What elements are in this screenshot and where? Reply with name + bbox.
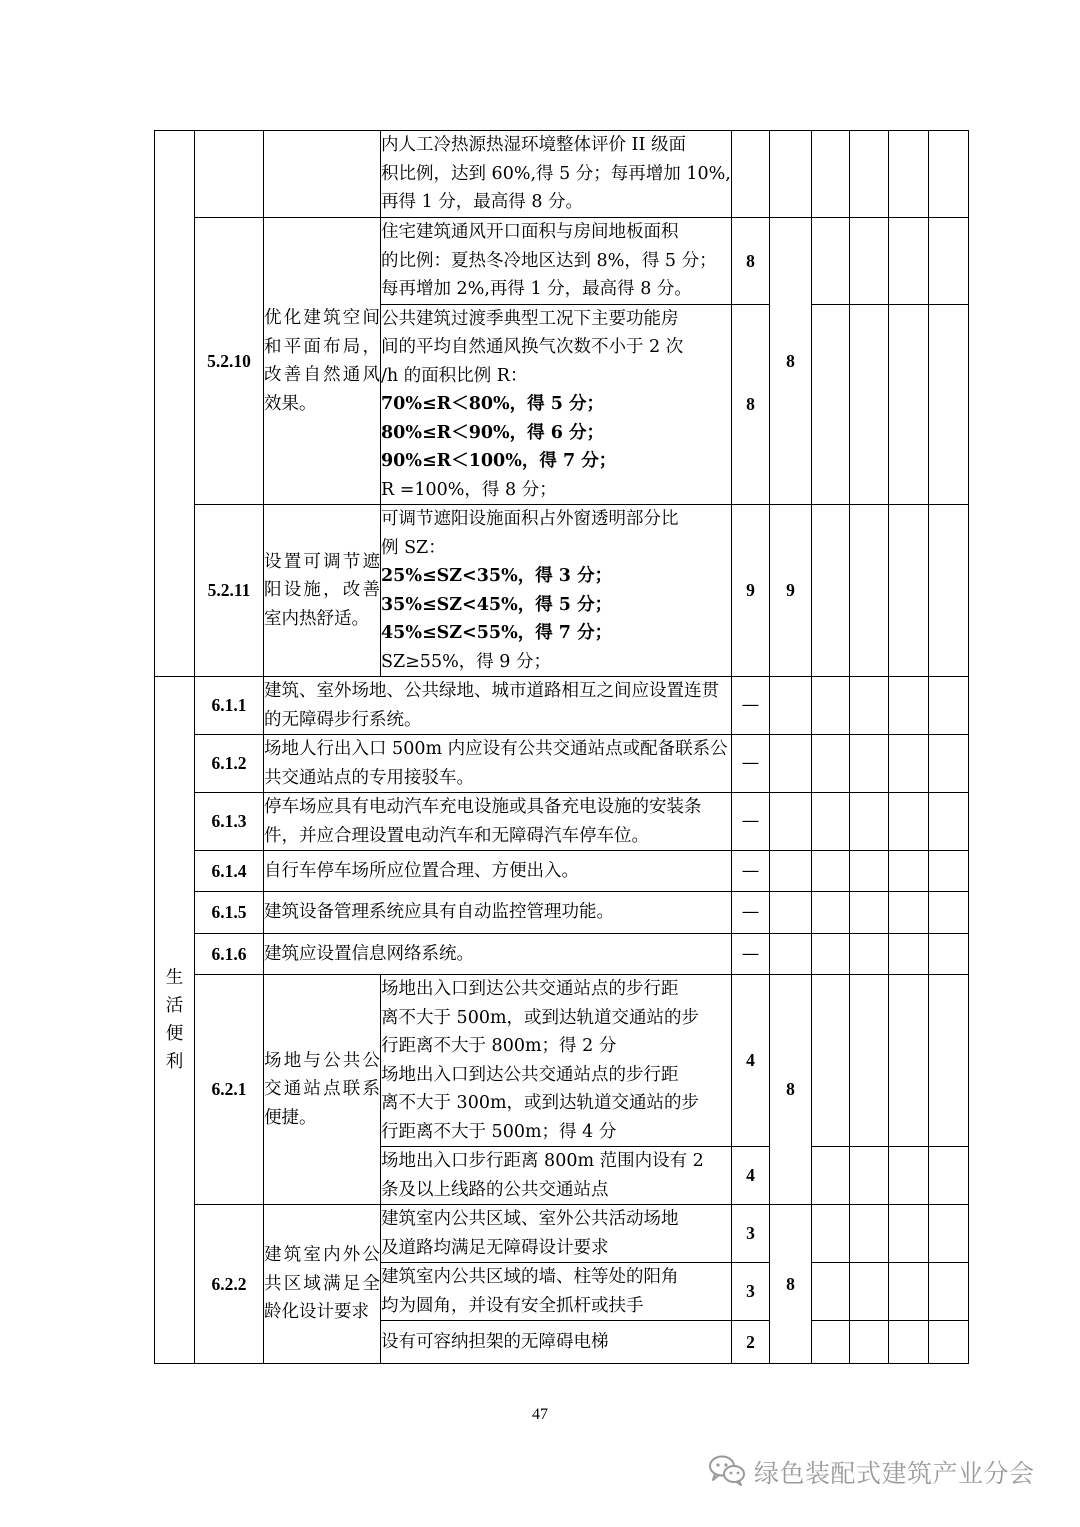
clause-code: 6.1.6 <box>195 934 264 975</box>
clause-code: 6.1.2 <box>195 735 264 793</box>
total-points-cell: 8 <box>770 1205 812 1364</box>
points-cell: 8 <box>732 218 770 305</box>
table-row <box>155 851 969 892</box>
control-text: 建筑设备管理系统应具有自动监控管理功能。 <box>264 892 732 934</box>
requirement-text: 场地出入口步行距离 800m 范围内设有 2 条及以上线路的公共交通站点 <box>381 1147 732 1205</box>
mark-cell: — <box>732 851 770 892</box>
mark-cell: — <box>732 934 770 975</box>
points-cell: 3 <box>732 1263 770 1321</box>
control-text: 场地人行出入口 500m 内应设有公共交通站点或配备联系公共交通站点的专用接驳车。 <box>264 735 732 793</box>
points-cell: 4 <box>732 975 770 1147</box>
mark-cell: — <box>732 892 770 934</box>
requirement-text: 设有可容纳担架的无障碍电梯 <box>381 1321 732 1364</box>
wechat-icon <box>708 1454 746 1490</box>
mark-cell: — <box>732 677 770 735</box>
clause-item: 建筑室内外公共区域满足全龄化设计要求 <box>264 1205 381 1364</box>
table-row <box>155 735 969 793</box>
total-points-cell: 8 <box>770 975 812 1205</box>
points-cell: 4 <box>732 1147 770 1205</box>
scoring-table <box>154 130 969 1364</box>
requirement-text: 可调节遮阳设施面积占外窗透明部分比 例 SZ： 25%≤SZ<35%，得 3 分； 35%≤SZ<45%，得 5 分； 45%≤SZ<55%，得 7 分； SZ≥55%，得 9 分； <box>381 505 732 677</box>
requirement-text: 公共建筑过渡季典型工况下主要功能房 间的平均自然通风换气次数不小于 2 次 /h 的面积比例 R： 70%≤R＜80%，得 5 分； 80%≤R＜90%，得 6 分； 90%≤R＜100%，得 7 分； R =100%，得 8 分； <box>381 304 732 505</box>
category-label: 生活便利 <box>165 967 184 1072</box>
control-text: 自行车停车场所应位置合理、方便出入。 <box>264 851 732 892</box>
clause-code: 6.1.4 <box>195 851 264 892</box>
table-row <box>155 892 969 934</box>
requirement-text: 建筑室内公共区域的墙、柱等处的阳角 均为圆角，并设有安全抓杆或扶手 <box>381 1263 732 1321</box>
clause-item: 优化建筑空间和平面布局，改善自然通风效果。 <box>264 218 381 505</box>
clause-code: 6.2.2 <box>195 1205 264 1364</box>
mark-cell: — <box>732 793 770 851</box>
table-row <box>155 505 969 677</box>
requirement-text: 场地出入口到达公共交通站点的步行距 离不大于 500m，或到达轨道交通站的步 行距离不大于 800m；得 2 分 场地出入口到达公共交通站点的步行距 离不大于 300m，或到达轨道交通站的步 行距离不大于 500m；得 4 分 <box>381 975 732 1147</box>
requirement-text: 内人工冷热源热湿环境整体评价 II 级面 积比例，达到 60%,得 5 分；每再增加 10%, 再得 1 分，最高得 8 分。 <box>381 131 732 218</box>
clause-code: 6.2.1 <box>195 975 264 1205</box>
watermark <box>708 1452 1058 1492</box>
mark-cell: — <box>732 735 770 793</box>
control-text: 停车场应具有电动汽车充电设施或具备充电设施的安装条件，并应合理设置电动汽车和无障碍汽车停车位。 <box>264 793 732 851</box>
table-row <box>155 131 969 218</box>
total-points-cell: 9 <box>770 505 812 677</box>
clause-item: 场地与公共公交通站点联系便捷。 <box>264 975 381 1205</box>
table-row <box>155 218 969 305</box>
table-row <box>155 1205 969 1263</box>
table-row <box>155 793 969 851</box>
table-row <box>155 677 969 735</box>
points-cell: 2 <box>732 1321 770 1364</box>
table-row <box>155 975 969 1147</box>
page-number: 47 <box>532 1406 548 1423</box>
control-text: 建筑、室外场地、公共绿地、城市道路相互之间应设置连贯的无障碍步行系统。 <box>264 677 732 735</box>
requirement-text: 住宅建筑通风开口面积与房间地板面积 的比例：夏热冬冷地区达到 8%，得 5 分； 每再增加 2%,再得 1 分，最高得 8 分。 <box>381 218 732 305</box>
clause-item: 设置可调节遮阳设施，改善室内热舒适。 <box>264 505 381 677</box>
requirement-text: 建筑室内公共区域、室外公共活动场地 及道路均满足无障碍设计要求 <box>381 1205 732 1263</box>
clause-code: 5.2.10 <box>195 218 264 505</box>
category-cell-blank <box>155 131 195 677</box>
total-points-cell: 8 <box>770 218 812 505</box>
clause-code: 6.1.5 <box>195 892 264 934</box>
clause-code: 6.1.3 <box>195 793 264 851</box>
clause-code: 5.2.11 <box>195 505 264 677</box>
category-cell <box>155 677 195 1364</box>
watermark-text: 绿色装配式建筑产业分会 <box>754 1459 1035 1488</box>
points-cell: 3 <box>732 1205 770 1263</box>
table-row <box>155 934 969 975</box>
control-text: 建筑应设置信息网络系统。 <box>264 934 732 975</box>
clause-code: 6.1.1 <box>195 677 264 735</box>
points-cell: 9 <box>732 505 770 677</box>
points-cell: 8 <box>732 304 770 505</box>
